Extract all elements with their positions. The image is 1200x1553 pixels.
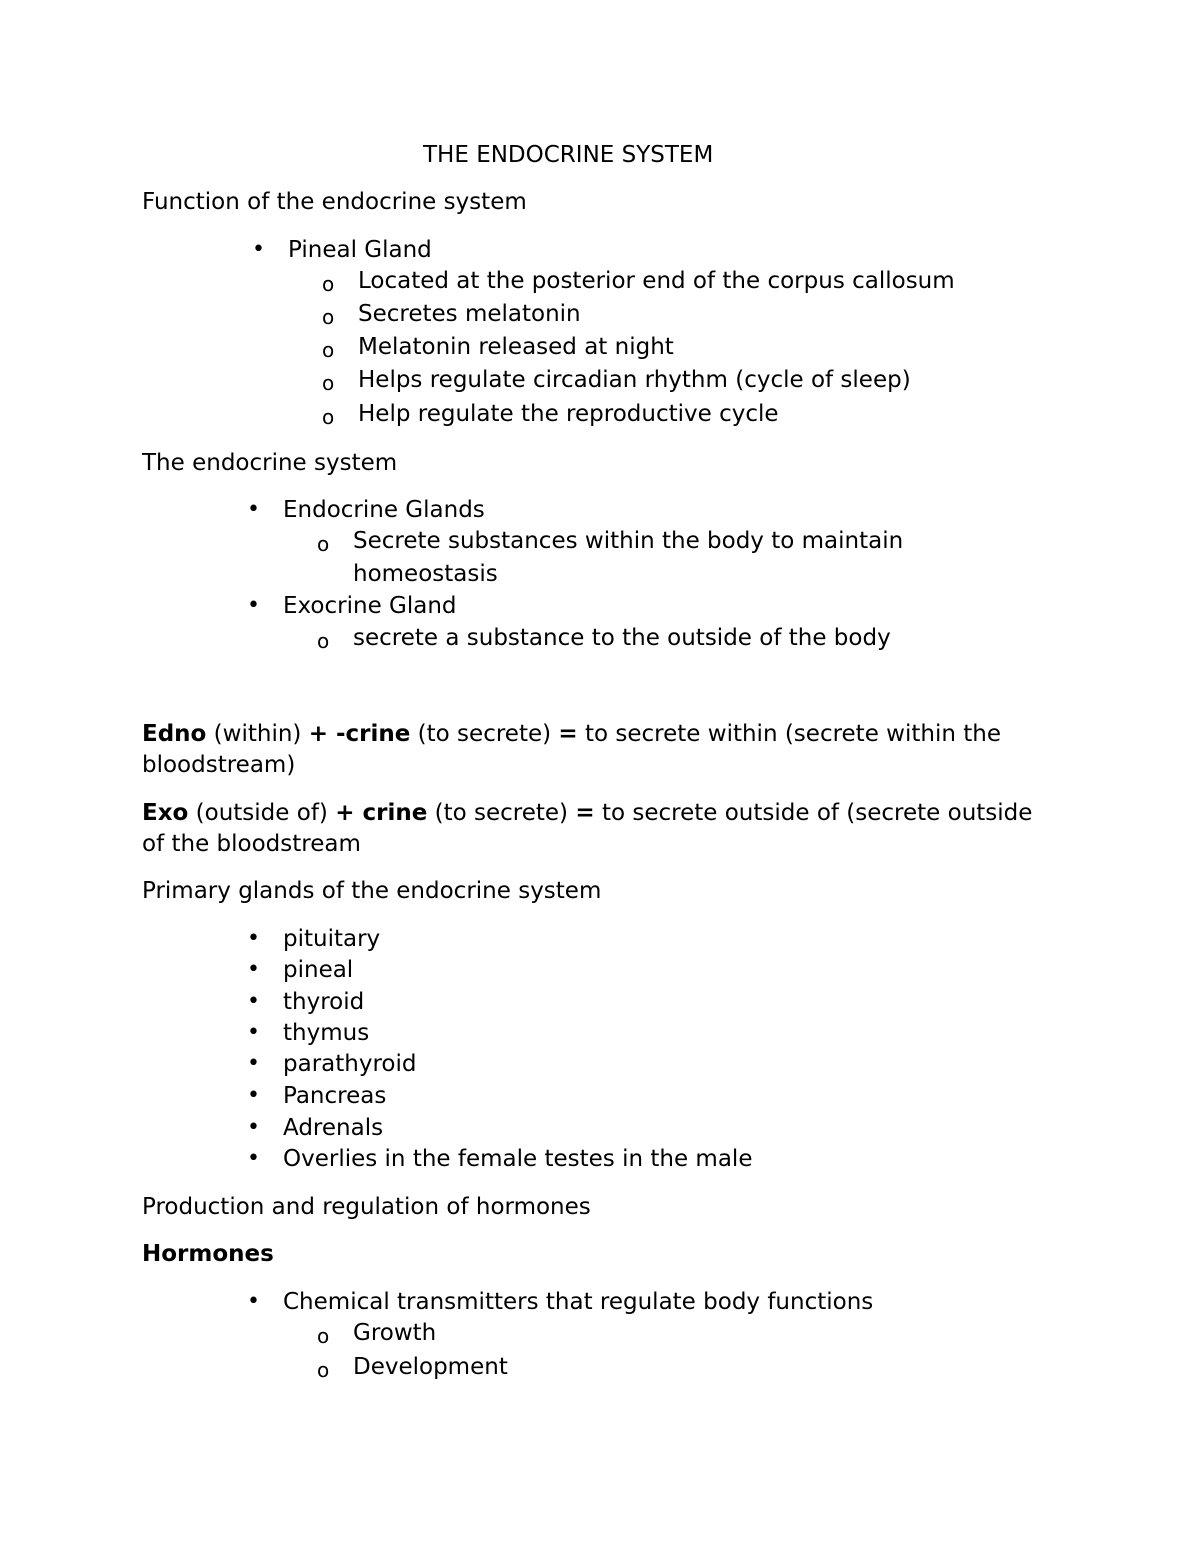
sub-item: Secrete substances within the body to maintain xyxy=(353,528,904,554)
circle-bullet-icon: o xyxy=(322,371,335,395)
sub-item: Help regulate the reproductive cycle xyxy=(358,401,779,427)
section-heading-production: Production and regulation of hormones xyxy=(142,1194,591,1220)
sub-item: Growth xyxy=(353,1320,437,1346)
section-heading-endocrine-system: The endocrine system xyxy=(142,450,398,476)
sub-item: Located at the posterior end of the corpus callosum xyxy=(358,268,955,294)
meaning: (within) xyxy=(206,721,309,747)
sub-item-continued: homeostasis xyxy=(353,561,498,587)
list-item: Adrenals xyxy=(283,1115,384,1141)
term-endo: Edno xyxy=(142,721,207,747)
term-exo: Exo xyxy=(142,800,189,826)
list-item: pituitary xyxy=(283,926,381,952)
meaning: (to secrete) xyxy=(410,721,559,747)
sub-item: Secretes melatonin xyxy=(358,301,581,327)
equals-sign: = xyxy=(575,800,595,826)
meaning: (to secrete) xyxy=(427,800,576,826)
circle-bullet-icon: o xyxy=(322,305,335,329)
bullet-icon: • xyxy=(247,1115,260,1140)
list-item: Pancreas xyxy=(283,1083,387,1109)
list-item-pineal-gland: Pineal Gland xyxy=(288,237,432,263)
term-crine: + -crine xyxy=(308,721,411,747)
result: to secrete within (secrete within the xyxy=(577,721,1001,747)
page-title: THE ENDOCRINE SYSTEM xyxy=(423,142,714,168)
equals-sign: = xyxy=(558,721,578,747)
sub-item: Melatonin released at night xyxy=(358,334,674,360)
bullet-icon: • xyxy=(247,1051,260,1076)
bullet-icon: • xyxy=(247,1289,260,1314)
endo-definition-continued: bloodstream) xyxy=(142,752,296,778)
result: to secrete outside of (secrete outside xyxy=(594,800,1033,826)
endo-definition xyxy=(142,721,1001,749)
list-item: thymus xyxy=(283,1020,370,1046)
section-heading-primary-glands: Primary glands of the endocrine system xyxy=(142,878,602,904)
list-item: thyroid xyxy=(283,989,365,1015)
bullet-icon: • xyxy=(247,497,260,522)
circle-bullet-icon: o xyxy=(317,1324,330,1348)
bullet-icon: • xyxy=(247,1146,260,1171)
section-subheading-hormones: Hormones xyxy=(142,1241,274,1267)
bullet-icon: • xyxy=(247,926,260,951)
exo-definition-continued: of the bloodstream xyxy=(142,831,361,857)
circle-bullet-icon: o xyxy=(317,629,330,653)
meaning: (outside of) xyxy=(188,800,336,826)
circle-bullet-icon: o xyxy=(317,532,330,556)
list-item-endocrine-glands: Endocrine Glands xyxy=(283,497,485,523)
sub-item: Development xyxy=(353,1354,508,1380)
list-item: Overlies in the female testes in the male xyxy=(283,1146,753,1172)
circle-bullet-icon: o xyxy=(322,272,335,296)
bullet-icon: • xyxy=(252,237,265,262)
list-item: Chemical transmitters that regulate body functions xyxy=(283,1289,874,1315)
circle-bullet-icon: o xyxy=(322,405,335,429)
sub-item: Helps regulate circadian rhythm (cycle of sleep) xyxy=(358,367,911,393)
sub-item: secrete a substance to the outside of the body xyxy=(353,625,891,651)
circle-bullet-icon: o xyxy=(322,338,335,362)
list-item: parathyroid xyxy=(283,1051,417,1077)
bullet-icon: • xyxy=(247,1083,260,1108)
bullet-icon: • xyxy=(247,989,260,1014)
bullet-icon: • xyxy=(247,957,260,982)
term-crine: + crine xyxy=(335,800,428,826)
bullet-icon: • xyxy=(247,593,260,618)
circle-bullet-icon: o xyxy=(317,1358,330,1382)
list-item: pineal xyxy=(283,957,354,983)
exo-definition xyxy=(142,800,1032,828)
bullet-icon: • xyxy=(247,1020,260,1045)
section-heading-function: Function of the endocrine system xyxy=(142,189,527,215)
list-item-exocrine-gland: Exocrine Gland xyxy=(283,593,457,619)
